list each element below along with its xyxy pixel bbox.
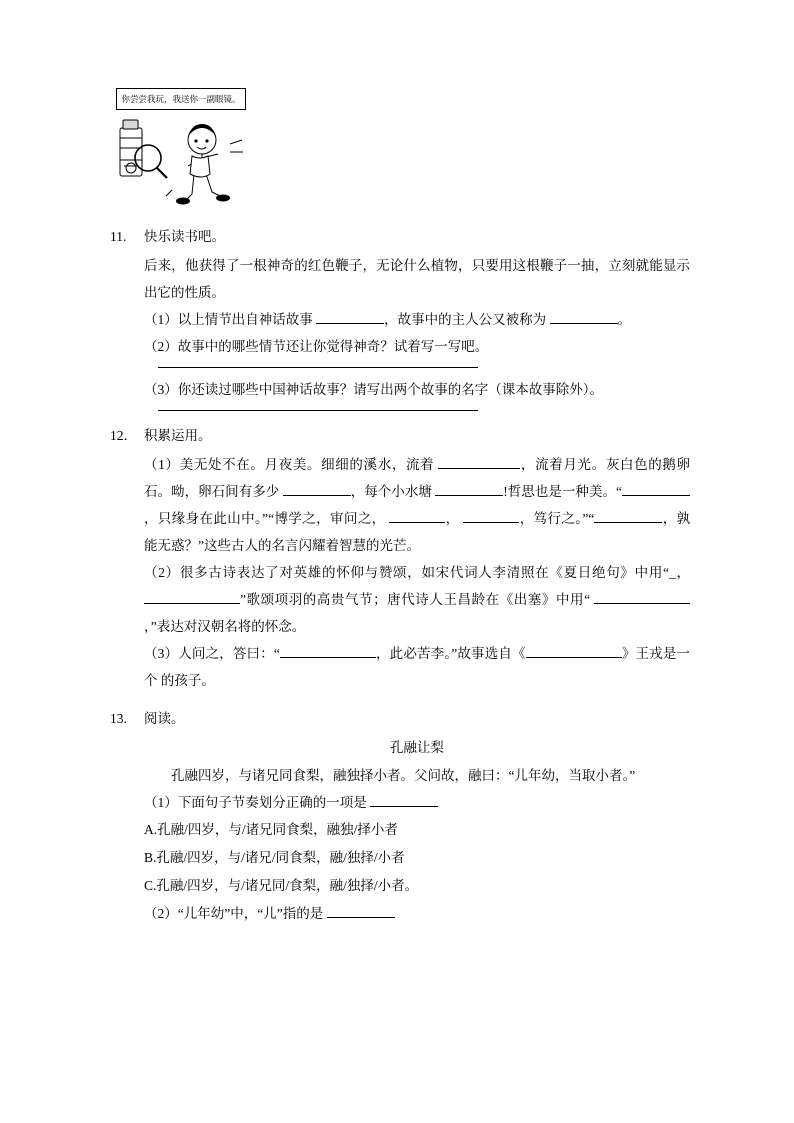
sub-text-7: ， xyxy=(445,511,460,526)
question-12-sub-3 xyxy=(144,640,690,694)
answer-blank[interactable] xyxy=(594,522,662,523)
sub-label: （1） xyxy=(144,795,178,810)
sub-label: （3） xyxy=(144,646,179,661)
answer-blank[interactable] xyxy=(622,495,690,496)
question-13 xyxy=(110,706,690,927)
question-11-heading xyxy=(110,224,690,250)
sub-text-1: 美无处不在。月夜美。细细的溪水，流着 xyxy=(179,457,435,472)
sub-text-2: ，流着月光。灰白色的鹅卵石 xyxy=(144,457,691,499)
sub-text-6: ，只缘身在此山中。”“博学之，审问之， xyxy=(144,511,386,526)
answer-blank[interactable] xyxy=(389,522,445,523)
sub-text-4: 的孩子。 xyxy=(160,673,215,688)
sub-text-2: ， xyxy=(675,565,691,580)
answer-blank[interactable] xyxy=(438,468,520,469)
sub-text-3: 》王戎是一个 xyxy=(144,646,691,688)
cartoon-boy-with-bottle-icon xyxy=(110,110,260,208)
sub-text-8: ，笃行之。”“ xyxy=(519,511,595,526)
answer-blank[interactable] xyxy=(144,603,240,604)
sub-label: （3） xyxy=(144,382,178,397)
article-title: 孔融让梨 xyxy=(390,740,444,755)
answer-blank[interactable] xyxy=(594,603,690,604)
sub-text: 故事中的哪些情节还让你觉得神奇？试着写一写吧。 xyxy=(177,339,489,354)
answer-blank[interactable] xyxy=(283,495,351,496)
answer-rule[interactable] xyxy=(158,409,478,411)
question-13-number: 13. xyxy=(110,711,127,726)
answer-blank[interactable] xyxy=(327,917,395,918)
comic-caption: 你尝尝我玩，我送你一副眼镜。 xyxy=(116,88,246,110)
sub-text-4: ，每个小水塘 xyxy=(350,484,432,499)
sub-text-2: ，此必苦李。”故事选自《 xyxy=(375,646,526,661)
sub-text-b: ，故事中的主人公又被称为 xyxy=(384,312,547,327)
sub-label: （2） xyxy=(144,906,178,921)
page-content xyxy=(110,88,690,929)
option-a[interactable]: A.孔融/四岁，与/诸兄同食梨，融独/择小者 xyxy=(144,822,398,837)
option-c[interactable]: C.孔融/四岁，与/诸兄同/食梨，融/独择/小者。 xyxy=(144,878,419,893)
sub-text: “儿年幼”中，“儿”指的是 xyxy=(177,906,324,921)
sub-label: （1） xyxy=(144,312,178,327)
question-12-number: 12． xyxy=(110,428,137,443)
answer-blank[interactable] xyxy=(370,806,438,807)
answer-blank[interactable] xyxy=(435,495,503,496)
question-11-sub-2 xyxy=(144,333,690,360)
question-13-heading xyxy=(110,706,690,732)
sub-label: （1） xyxy=(144,457,180,472)
question-11-sub-3 xyxy=(144,376,690,403)
sub-text: 下面句子节奏划分正确的一项是 xyxy=(177,795,367,810)
question-11 xyxy=(110,224,690,411)
question-13-title: 阅读。 xyxy=(144,711,185,726)
comic-illustration xyxy=(110,88,260,210)
sub-label: （2） xyxy=(144,565,180,580)
question-13-sub-2 xyxy=(144,900,690,927)
question-11-sub-1 xyxy=(144,306,690,333)
sub-text-9: ，孰能无惑？”这些古人的名言闪耀着智慧的光芒。 xyxy=(144,511,691,553)
sub-text-5: !哲思也是一种美。“ xyxy=(503,484,623,499)
answer-blank[interactable] xyxy=(280,657,376,658)
answer-blank[interactable] xyxy=(316,323,384,324)
answer-blank[interactable] xyxy=(463,522,519,523)
sub-label: （2） xyxy=(144,339,178,354)
sub-text-3: ”歌颂项羽的高贵气节；唐代诗人王昌龄在《出塞》中用“ xyxy=(240,592,591,607)
sub-text: 你还读过哪些中国神话故事？请写出两个故事的名字（课本故事除外）。 xyxy=(177,382,603,397)
sub-text-1: 很多古诗表达了对英雄的怀仰与赞颂，如宋代词人李清照在《夏日绝句》中用“_ xyxy=(179,565,676,580)
question-13-sub-1 xyxy=(144,789,690,816)
question-12-sub-2 xyxy=(144,559,690,640)
question-11-title: 快乐读书吧。 xyxy=(144,229,225,244)
sub-text-a: 以上情节出自神话故事 xyxy=(177,312,313,327)
question-12 xyxy=(110,423,690,694)
question-11-passage: 后来，他获得了一根神奇的红色鞭子，无论什么植物，只要用这根鞭子一抽，立刻就能显示出它的性质。 xyxy=(144,258,690,300)
answer-blank[interactable] xyxy=(550,323,618,324)
question-11-number: 11. xyxy=(110,229,127,244)
sub-text-4: ， xyxy=(144,619,151,634)
sub-text-5: ”表达对汉朝名将的怀念。 xyxy=(150,619,306,634)
article-body: 孔融四岁，与诸兄同食梨，融独择小者。父问故，融曰：“儿年幼，当取小者。” xyxy=(171,768,636,783)
option-b[interactable]: B.孔融/四岁，与/诸兄/同食梨，融/独择/小者 xyxy=(144,850,405,865)
answer-blank[interactable] xyxy=(526,657,622,658)
answer-rule[interactable] xyxy=(158,366,478,368)
sub-text-c: 。 xyxy=(617,312,631,327)
question-12-title: 积累运用。 xyxy=(144,428,212,443)
sub-text-3: 。呦，卵石间有多少 xyxy=(157,484,280,499)
question-12-heading xyxy=(110,423,690,449)
question-12-sub-1 xyxy=(144,451,690,559)
sub-text-1: 人问之，答曰：“ xyxy=(178,646,280,661)
